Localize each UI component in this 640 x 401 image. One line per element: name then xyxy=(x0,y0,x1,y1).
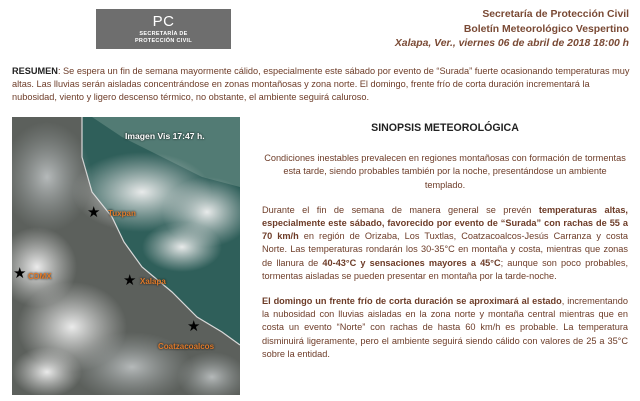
text-run: en región de Orizaba, Los Tuxtlas, Coatzacoalcos-Jesús Carranza y costa Norte. Las temperaturas rondarán los 30-35°C en montaña y costa, mientras que zonas de llanura de xyxy=(262,231,629,268)
bulletin-title: Boletín Meteorológico Vespertino xyxy=(463,23,629,35)
star-icon: ★ xyxy=(13,265,27,282)
city-label: CDMX xyxy=(28,272,52,281)
logo-subtitle-2: PROTECCIÓN CIVIL xyxy=(134,38,193,44)
logo xyxy=(96,9,231,49)
summary-text: : Se espera un fin de semana mayormente cálido, especialmente este sábado por evento de “Surada” fuerte ocasionando temperaturas muy altas. Las lluvias serán aisladas concentrándose en zonas montañosas y zona norte. El domingo, frente frío de corta duración incrementará la nubosidad, viento y ligero descenso térmico, no obstante, el ambiente seguirá caluroso. xyxy=(12,66,630,103)
summary xyxy=(12,65,630,105)
synopsis-paragraph-3 xyxy=(262,295,628,361)
highlight-text: El domingo un frente frío de corta duración se aproximará al estado xyxy=(262,296,562,307)
synopsis-title: SINOPSIS METEOROLÓGICA xyxy=(371,122,519,134)
synopsis-paragraph-2 xyxy=(262,204,628,283)
logo-subtitle-1: SECRETARÍA DE xyxy=(139,31,188,37)
text-run: Durante el fin de semana de manera general se prevén xyxy=(262,204,539,215)
highlight-text: 40-43°C y sensaciones mayores a 45°C xyxy=(322,257,501,268)
highlight-text: temperaturas altas, especialmente este sábado, favorecido por evento de “Surada” con rachas de 55 a 70 km/h xyxy=(262,204,628,242)
synopsis xyxy=(262,122,628,373)
city-label: Tuxpan xyxy=(108,209,136,218)
logo-text: PC xyxy=(152,13,175,30)
city-label: Coatzacoalcos xyxy=(158,342,215,351)
synopsis-paragraph-1: Condiciones inestables prevalecen en regiones montañosas con formación de tormentas esta tarde, siendo probables también por la noche, presentándose un ambiente templado. xyxy=(264,153,626,190)
star-icon: ★ xyxy=(87,204,101,221)
place-date: Xalapa, Ver., viernes 06 de abril de 2018 18:00 h xyxy=(394,38,629,49)
header xyxy=(395,8,629,52)
satellite-caption: Imagen Vis 17:47 h. xyxy=(125,131,205,141)
text-run: , incrementando la nubosidad con lluvias aisladas en la zona norte y montaña central mientras que en costa un evento “Norte” con rachas de hasta 60 km/h es probable. La temperatura disminuirá ligeramente, pero el ambiente seguirá siendo cálido con valores de 25 a 35°C sobre la entidad. xyxy=(262,296,628,359)
summary-label: RESUMEN xyxy=(12,66,58,76)
star-icon: ★ xyxy=(123,272,137,289)
text-run: ; aunque son poco probables, tormentas aisladas se pueden presentar en montaña por la tarde-noche. xyxy=(262,257,628,281)
city-label: Xalapa xyxy=(140,277,166,286)
satellite-image xyxy=(12,117,240,395)
star-icon: ★ xyxy=(187,318,201,335)
org-name: Secretaría de Protección Civil xyxy=(482,9,629,20)
